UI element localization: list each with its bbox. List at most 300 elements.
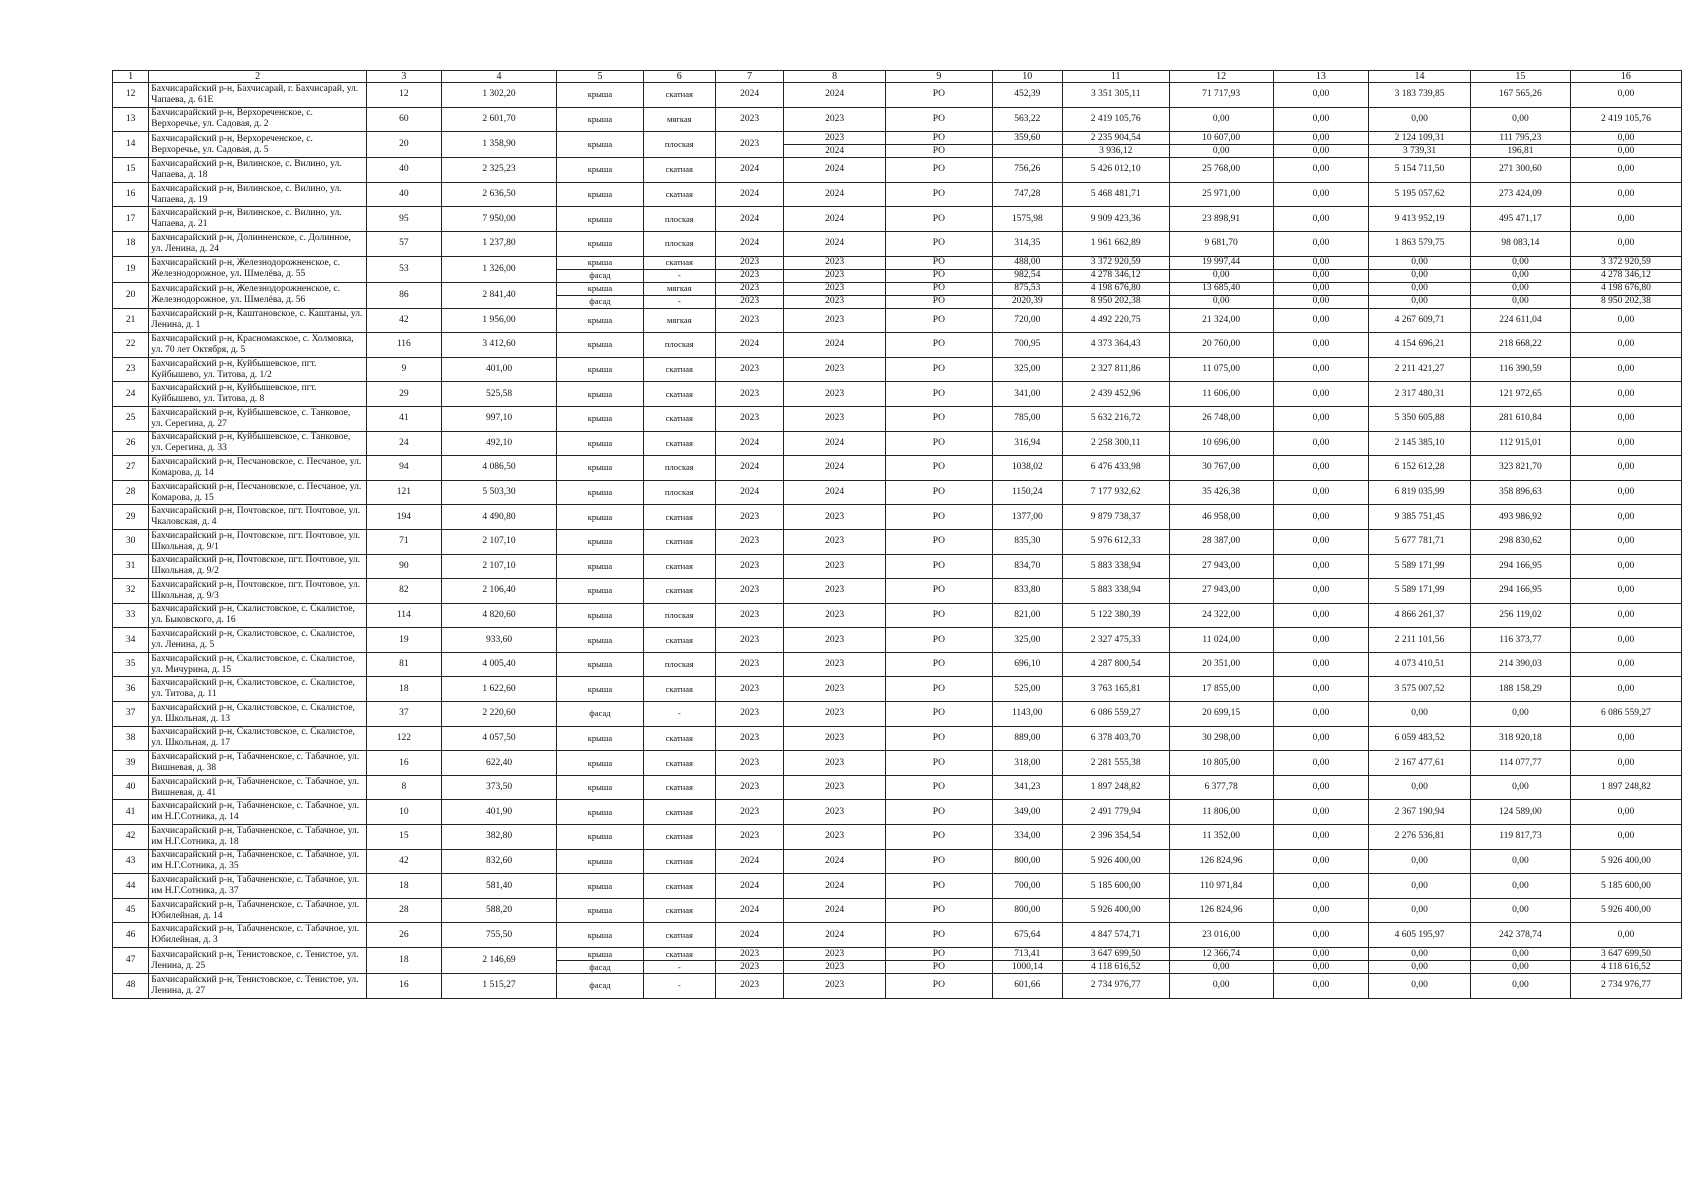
apartments-cell: 94 [366, 456, 441, 481]
column-number-7: 7 [716, 71, 784, 83]
executor-cell: РО [886, 431, 993, 456]
cost-15-cell: 242 378,74 [1471, 923, 1571, 948]
cost-16-cell: 0,00 [1570, 726, 1681, 751]
cost-13-cell: 0,00 [1273, 726, 1368, 751]
address-cell: Бахчисарайский р-н, Красномакское, с. Холмовка, ул. 70 лет Октября, д. 5 [149, 333, 367, 358]
row-number-cell: 23 [113, 357, 149, 382]
table-row [113, 382, 1682, 407]
roof-type-cell: скатная [643, 800, 716, 825]
roof-type-cell: скатная [643, 554, 716, 579]
executor-cell: РО [886, 145, 993, 158]
fund-cost-cell: 2 145 385,10 [1369, 431, 1471, 456]
area-cell: 525,00 [992, 677, 1062, 702]
design-cost-cell: 23 016,00 [1169, 923, 1273, 948]
element-cell: крыша [557, 480, 643, 505]
column-number-2: 2 [149, 71, 367, 83]
fund-cost-cell: 2 124 109,31 [1369, 132, 1471, 145]
fund-cost-cell: 4 073 410,51 [1369, 652, 1471, 677]
row-number-cell: 48 [113, 974, 149, 999]
cost-15-cell: 116 390,59 [1471, 357, 1571, 382]
total-cost-cell: 6 378 403,70 [1062, 726, 1169, 751]
year-plan-cell: 2023 [716, 652, 784, 677]
cost-16-cell: 0,00 [1570, 677, 1681, 702]
cost-13-cell: 0,00 [1273, 923, 1368, 948]
year-work-cell: 2023 [784, 652, 886, 677]
cost-13-cell: 0,00 [1273, 529, 1368, 554]
cost-16-cell: 0,00 [1570, 357, 1681, 382]
year-work-cell: 2024 [784, 849, 886, 874]
element-cell: крыша [557, 579, 643, 604]
roof-type-cell: плоская [643, 480, 716, 505]
roof-type-cell: скатная [643, 677, 716, 702]
year-work-cell: 2024 [784, 231, 886, 256]
area-cell: 982,54 [992, 269, 1062, 282]
address-cell: Бахчисарайский р-н, Тенистовское, с. Тенистое, ул. Ленина, д. 27 [149, 974, 367, 999]
apartments-cell: 53 [366, 256, 441, 282]
cost-15-cell: 0,00 [1471, 775, 1571, 800]
area-cell: 2020,39 [992, 295, 1062, 308]
cost-16-cell: 5 926 400,00 [1570, 898, 1681, 923]
cost-16-cell: 0,00 [1570, 231, 1681, 256]
cost-15-cell: 0,00 [1471, 849, 1571, 874]
roof-type-cell: плоская [643, 652, 716, 677]
year-plan-cell: 2024 [716, 456, 784, 481]
cost-15-cell: 0,00 [1471, 898, 1571, 923]
roof-type-cell: скатная [643, 382, 716, 407]
area-cell: 488,00 [992, 256, 1062, 269]
executor-cell: РО [886, 961, 993, 974]
apartments-cell: 114 [366, 603, 441, 628]
year-work-cell: 2024 [784, 480, 886, 505]
total-cost-cell: 4 847 574,71 [1062, 923, 1169, 948]
roof-type-cell: скатная [643, 898, 716, 923]
row-number-cell: 41 [113, 800, 149, 825]
address-cell: Бахчисарайский р-н, Табачненское, с. Табачное, ул. им Н.Г.Сотника, д. 18 [149, 825, 367, 850]
executor-cell: РО [886, 295, 993, 308]
element-cell: крыша [557, 529, 643, 554]
building-area-cell: 1 358,90 [441, 132, 557, 158]
fund-cost-cell: 6 152 612,28 [1369, 456, 1471, 481]
table-row [113, 579, 1682, 604]
total-cost-cell: 3 763 165,81 [1062, 677, 1169, 702]
row-number-cell: 45 [113, 898, 149, 923]
cost-16-cell: 4 278 346,12 [1570, 269, 1681, 282]
row-number-cell: 24 [113, 382, 149, 407]
roof-type-cell: скатная [643, 923, 716, 948]
total-cost-cell: 2 439 452,96 [1062, 382, 1169, 407]
column-number-10: 10 [992, 71, 1062, 83]
apartments-cell: 42 [366, 849, 441, 874]
address-cell: Бахчисарайский р-н, Верхореченское, с. Верхоречье, ул. Садовая, д. 2 [149, 107, 367, 132]
roof-type-cell: скатная [643, 182, 716, 207]
fund-cost-cell: 3 739,31 [1369, 145, 1471, 158]
area-cell: 318,00 [992, 751, 1062, 776]
address-cell: Бахчисарайский р-н, Железнодорожненское, с. Железнодорожное, ул. Шмелёва, д. 56 [149, 282, 367, 308]
apartments-cell: 10 [366, 800, 441, 825]
design-cost-cell: 13 685,40 [1169, 282, 1273, 295]
fund-cost-cell: 2 317 480,31 [1369, 382, 1471, 407]
element-cell: крыша [557, 948, 643, 961]
design-cost-cell: 11 606,00 [1169, 382, 1273, 407]
fund-cost-cell: 0,00 [1369, 948, 1471, 961]
executor-cell: РО [886, 898, 993, 923]
area-cell: 563,22 [992, 107, 1062, 132]
row-number-cell: 19 [113, 256, 149, 282]
total-cost-cell: 4 373 364,43 [1062, 333, 1169, 358]
year-work-cell: 2023 [784, 603, 886, 628]
total-cost-cell: 1 961 662,89 [1062, 231, 1169, 256]
cost-15-cell: 0,00 [1471, 948, 1571, 961]
cost-15-cell: 358 896,63 [1471, 480, 1571, 505]
year-work-cell: 2023 [784, 132, 886, 145]
address-cell: Бахчисарайский р-н, Почтовское, пгт. Почтовое, ул. Школьная, д. 9/2 [149, 554, 367, 579]
table-row [113, 849, 1682, 874]
executor-cell: РО [886, 677, 993, 702]
address-cell: Бахчисарайский р-н, Скалистовское, с. Скалистое, ул. Школьная, д. 17 [149, 726, 367, 751]
building-area-cell: 1 326,00 [441, 256, 557, 282]
total-cost-cell: 1 897 248,82 [1062, 775, 1169, 800]
table-row [113, 923, 1682, 948]
year-work-cell: 2023 [784, 282, 886, 295]
year-plan-cell: 2023 [716, 974, 784, 999]
table-row [113, 431, 1682, 456]
element-cell: крыша [557, 825, 643, 850]
year-work-cell: 2023 [784, 406, 886, 431]
element-cell: фасад [557, 974, 643, 999]
building-area-cell: 525,58 [441, 382, 557, 407]
design-cost-cell: 19 997,44 [1169, 256, 1273, 269]
cost-13-cell: 0,00 [1273, 83, 1368, 108]
year-work-cell: 2024 [784, 456, 886, 481]
building-area-cell: 4 005,40 [441, 652, 557, 677]
design-cost-cell: 10 805,00 [1169, 751, 1273, 776]
design-cost-cell: 20 351,00 [1169, 652, 1273, 677]
cost-16-cell: 2 734 976,77 [1570, 974, 1681, 999]
area-cell: 821,00 [992, 603, 1062, 628]
fund-cost-cell: 5 589 171,99 [1369, 579, 1471, 604]
cost-13-cell: 0,00 [1273, 256, 1368, 269]
cost-13-cell: 0,00 [1273, 874, 1368, 899]
row-number-cell: 28 [113, 480, 149, 505]
executor-cell: РО [886, 256, 993, 269]
element-cell: крыша [557, 406, 643, 431]
year-plan-cell: 2023 [716, 948, 784, 961]
apartments-cell: 16 [366, 751, 441, 776]
cost-16-cell: 0,00 [1570, 800, 1681, 825]
year-plan-cell: 2023 [716, 529, 784, 554]
total-cost-cell: 4 492 220,75 [1062, 308, 1169, 333]
cost-13-cell: 0,00 [1273, 628, 1368, 653]
cost-13-cell: 0,00 [1273, 357, 1368, 382]
year-plan-cell: 2024 [716, 849, 784, 874]
address-cell: Бахчисарайский р-н, Вилинское, с. Вилино, ул. Чапаева, д. 18 [149, 158, 367, 183]
column-number-9: 9 [886, 71, 993, 83]
cost-13-cell: 0,00 [1273, 800, 1368, 825]
area-cell: 325,00 [992, 357, 1062, 382]
address-cell: Бахчисарайский р-н, Куйбышевское, пгт. Куйбышево, ул. Титова, д. 8 [149, 382, 367, 407]
executor-cell: РО [886, 726, 993, 751]
cost-15-cell: 196,81 [1471, 145, 1571, 158]
element-cell: крыша [557, 800, 643, 825]
element-cell: фасад [557, 269, 643, 282]
building-area-cell: 1 622,60 [441, 677, 557, 702]
table-row [113, 529, 1682, 554]
cost-13-cell: 0,00 [1273, 579, 1368, 604]
year-work-cell: 2024 [784, 431, 886, 456]
year-plan-cell: 2023 [716, 677, 784, 702]
year-plan-cell: 2024 [716, 207, 784, 232]
total-cost-cell: 3 372 920,59 [1062, 256, 1169, 269]
cost-13-cell: 0,00 [1273, 269, 1368, 282]
roof-type-cell: скатная [643, 775, 716, 800]
cost-15-cell: 167 565,26 [1471, 83, 1571, 108]
apartments-cell: 95 [366, 207, 441, 232]
element-cell: крыша [557, 207, 643, 232]
executor-cell: РО [886, 974, 993, 999]
year-work-cell: 2023 [784, 726, 886, 751]
design-cost-cell: 110 971,84 [1169, 874, 1273, 899]
fund-cost-cell: 2 211 101,56 [1369, 628, 1471, 653]
fund-cost-cell: 0,00 [1369, 295, 1471, 308]
cost-16-cell: 5 185 600,00 [1570, 874, 1681, 899]
cost-15-cell: 112 915,01 [1471, 431, 1571, 456]
cost-16-cell: 0,00 [1570, 456, 1681, 481]
roof-type-cell: скатная [643, 158, 716, 183]
executor-cell: РО [886, 456, 993, 481]
roof-type-cell: плоская [643, 132, 716, 158]
building-area-cell: 997,10 [441, 406, 557, 431]
year-work-cell: 2023 [784, 751, 886, 776]
fund-cost-cell: 5 195 057,62 [1369, 182, 1471, 207]
apartments-cell: 9 [366, 357, 441, 382]
total-cost-cell: 5 883 338,94 [1062, 554, 1169, 579]
roof-type-cell: скатная [643, 726, 716, 751]
year-plan-cell: 2023 [716, 603, 784, 628]
apartments-cell: 15 [366, 825, 441, 850]
address-cell: Бахчисарайский р-н, Табачненское, с. Табачное, ул. им Н.Г.Сотника, д. 37 [149, 874, 367, 899]
row-number-cell: 42 [113, 825, 149, 850]
apartments-cell: 29 [366, 382, 441, 407]
fund-cost-cell: 3 183 739,85 [1369, 83, 1471, 108]
table-row [113, 480, 1682, 505]
element-cell: крыша [557, 431, 643, 456]
address-cell: Бахчисарайский р-н, Табачненское, с. Табачное, ул. Юбилейная, д. 3 [149, 923, 367, 948]
cost-13-cell: 0,00 [1273, 406, 1368, 431]
building-area-cell: 2 841,40 [441, 282, 557, 308]
year-work-cell: 2023 [784, 775, 886, 800]
building-area-cell: 401,00 [441, 357, 557, 382]
address-cell: Бахчисарайский р-н, Скалистовское, с. Скалистое, ул. Титова, д. 11 [149, 677, 367, 702]
fund-cost-cell: 4 605 195,97 [1369, 923, 1471, 948]
year-work-cell: 2024 [784, 874, 886, 899]
roof-type-cell: - [643, 702, 716, 727]
cost-13-cell: 0,00 [1273, 456, 1368, 481]
cost-16-cell: 0,00 [1570, 480, 1681, 505]
address-cell: Бахчисарайский р-н, Табачненское, с. Табачное, ул. им Н.Г.Сотника, д. 35 [149, 849, 367, 874]
element-cell: крыша [557, 677, 643, 702]
design-cost-cell: 25 971,00 [1169, 182, 1273, 207]
cost-16-cell: 0,00 [1570, 158, 1681, 183]
row-number-cell: 46 [113, 923, 149, 948]
design-cost-cell: 0,00 [1169, 269, 1273, 282]
total-cost-cell: 5 185 600,00 [1062, 874, 1169, 899]
row-number-cell: 15 [113, 158, 149, 183]
building-area-cell: 2 636,50 [441, 182, 557, 207]
cost-15-cell: 119 817,73 [1471, 825, 1571, 850]
element-cell: фасад [557, 295, 643, 308]
cost-13-cell: 0,00 [1273, 505, 1368, 530]
row-number-cell: 20 [113, 282, 149, 308]
cost-15-cell: 0,00 [1471, 256, 1571, 269]
fund-cost-cell: 0,00 [1369, 256, 1471, 269]
design-cost-cell: 28 387,00 [1169, 529, 1273, 554]
executor-cell: РО [886, 132, 993, 145]
year-work-cell: 2023 [784, 948, 886, 961]
roof-type-cell: - [643, 974, 716, 999]
executor-cell: РО [886, 107, 993, 132]
address-cell: Бахчисарайский р-н, Табачненское, с. Табачное, ул. Вишневая, д. 38 [149, 751, 367, 776]
row-number-cell: 44 [113, 874, 149, 899]
executor-cell: РО [886, 269, 993, 282]
year-work-cell: 2024 [784, 158, 886, 183]
row-number-cell: 17 [113, 207, 149, 232]
design-cost-cell: 10 696,00 [1169, 431, 1273, 456]
year-work-cell: 2024 [784, 207, 886, 232]
table-body [113, 83, 1682, 999]
executor-cell: РО [886, 948, 993, 961]
roof-type-cell: скатная [643, 628, 716, 653]
roof-type-cell: плоская [643, 603, 716, 628]
row-number-cell: 21 [113, 308, 149, 333]
cost-16-cell: 0,00 [1570, 207, 1681, 232]
table-row [113, 456, 1682, 481]
table-row [113, 702, 1682, 727]
roof-type-cell: скатная [643, 948, 716, 961]
year-work-cell: 2023 [784, 256, 886, 269]
table-row [113, 974, 1682, 999]
area-cell: 834,70 [992, 554, 1062, 579]
element-cell: крыша [557, 898, 643, 923]
year-plan-cell: 2023 [716, 107, 784, 132]
element-cell: фасад [557, 702, 643, 727]
apartments-cell: 41 [366, 406, 441, 431]
year-work-cell: 2023 [784, 628, 886, 653]
year-plan-cell: 2024 [716, 83, 784, 108]
cost-16-cell: 1 897 248,82 [1570, 775, 1681, 800]
document-sheet [112, 70, 1682, 999]
executor-cell: РО [886, 406, 993, 431]
roof-type-cell: мягкая [643, 308, 716, 333]
table-row [113, 874, 1682, 899]
building-area-cell: 5 503,30 [441, 480, 557, 505]
area-cell: 1143,00 [992, 702, 1062, 727]
area-cell: 675,64 [992, 923, 1062, 948]
building-area-cell: 933,60 [441, 628, 557, 653]
design-cost-cell: 11 075,00 [1169, 357, 1273, 382]
fund-cost-cell: 0,00 [1369, 898, 1471, 923]
column-number-header [113, 71, 1682, 83]
row-number-cell: 14 [113, 132, 149, 158]
element-cell: крыша [557, 83, 643, 108]
fund-cost-cell: 6 059 483,52 [1369, 726, 1471, 751]
year-work-cell: 2023 [784, 107, 886, 132]
year-plan-cell: 2024 [716, 158, 784, 183]
year-work-cell: 2024 [784, 182, 886, 207]
design-cost-cell: 0,00 [1169, 107, 1273, 132]
table-row [113, 406, 1682, 431]
area-cell [992, 145, 1062, 158]
table-row [113, 677, 1682, 702]
cost-13-cell: 0,00 [1273, 948, 1368, 961]
cost-16-cell: 0,00 [1570, 182, 1681, 207]
executor-cell: РО [886, 308, 993, 333]
cost-15-cell: 493 986,92 [1471, 505, 1571, 530]
table-row [113, 256, 1682, 269]
executor-cell: РО [886, 480, 993, 505]
roof-type-cell: плоская [643, 333, 716, 358]
cost-15-cell: 0,00 [1471, 874, 1571, 899]
cost-13-cell: 0,00 [1273, 145, 1368, 158]
apartments-cell: 18 [366, 677, 441, 702]
design-cost-cell: 0,00 [1169, 974, 1273, 999]
executor-cell: РО [886, 282, 993, 295]
year-plan-cell: 2023 [716, 726, 784, 751]
year-plan-cell: 2023 [716, 256, 784, 269]
fund-cost-cell: 0,00 [1369, 961, 1471, 974]
cost-15-cell: 271 300,60 [1471, 158, 1571, 183]
executor-cell: РО [886, 849, 993, 874]
cost-13-cell: 0,00 [1273, 677, 1368, 702]
cost-16-cell: 4 118 616,52 [1570, 961, 1681, 974]
element-cell: фасад [557, 961, 643, 974]
column-number-4: 4 [441, 71, 557, 83]
table-row [113, 726, 1682, 751]
year-work-cell: 2023 [784, 308, 886, 333]
building-area-cell: 7 950,00 [441, 207, 557, 232]
design-cost-cell: 24 322,00 [1169, 603, 1273, 628]
row-number-cell: 26 [113, 431, 149, 456]
element-cell: крыша [557, 382, 643, 407]
year-plan-cell: 2023 [716, 308, 784, 333]
area-cell: 700,00 [992, 874, 1062, 899]
cost-16-cell: 3 372 920,59 [1570, 256, 1681, 269]
cost-15-cell: 214 390,03 [1471, 652, 1571, 677]
total-cost-cell: 5 122 380,39 [1062, 603, 1169, 628]
apartments-cell: 122 [366, 726, 441, 751]
year-work-cell: 2024 [784, 145, 886, 158]
row-number-cell: 40 [113, 775, 149, 800]
apartments-cell: 82 [366, 579, 441, 604]
fund-cost-cell: 1 863 579,75 [1369, 231, 1471, 256]
roof-type-cell: скатная [643, 256, 716, 269]
row-number-cell: 32 [113, 579, 149, 604]
address-cell: Бахчисарайский р-н, Вилинское, с. Вилино, ул. Чапаева, д. 19 [149, 182, 367, 207]
fund-cost-cell: 5 154 711,50 [1369, 158, 1471, 183]
total-cost-cell: 4 198 676,80 [1062, 282, 1169, 295]
area-cell: 889,00 [992, 726, 1062, 751]
cost-13-cell: 0,00 [1273, 182, 1368, 207]
fund-cost-cell: 4 267 609,71 [1369, 308, 1471, 333]
address-cell: Бахчисарайский р-н, Почтовское, пгт. Почтовое, ул. Школьная, д. 9/3 [149, 579, 367, 604]
cost-15-cell: 224 611,04 [1471, 308, 1571, 333]
element-cell: крыша [557, 751, 643, 776]
address-cell: Бахчисарайский р-н, Долинненское, с. Долинное, ул. Ленина, д. 24 [149, 231, 367, 256]
area-cell: 1000,14 [992, 961, 1062, 974]
year-work-cell: 2024 [784, 923, 886, 948]
year-plan-cell: 2023 [716, 269, 784, 282]
cost-15-cell: 281 610,84 [1471, 406, 1571, 431]
executor-cell: РО [886, 333, 993, 358]
